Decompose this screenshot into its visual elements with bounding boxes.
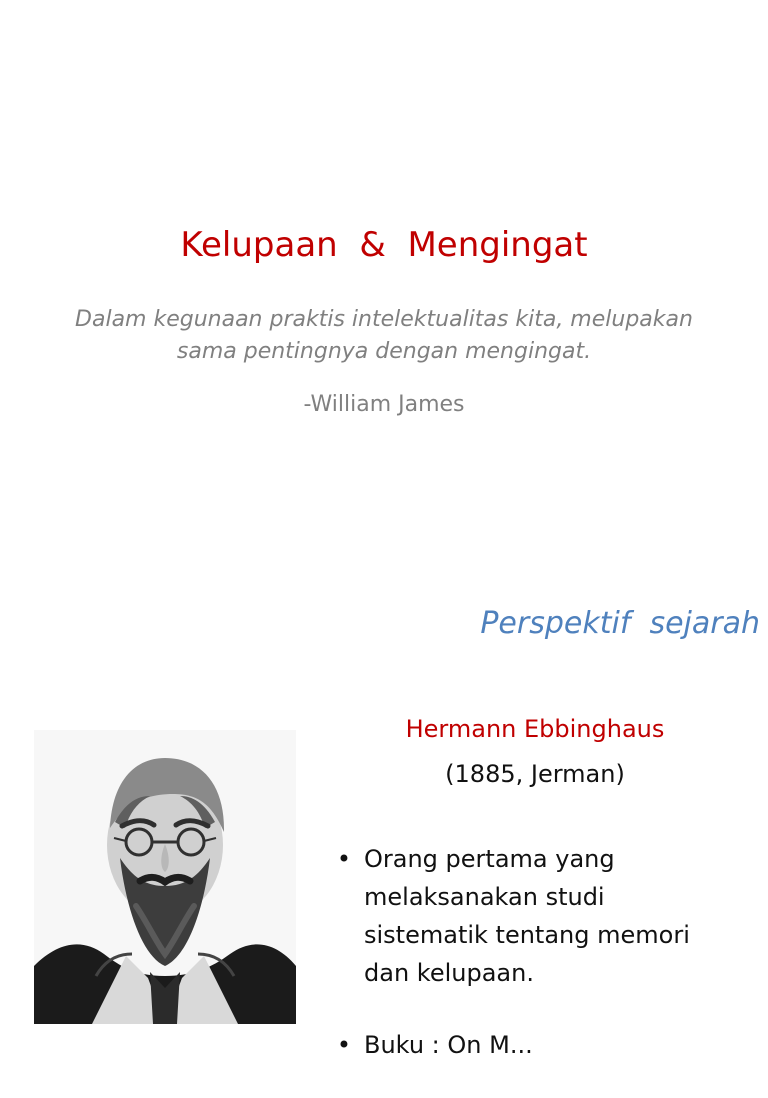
person-name: Hermann Ebbinghaus	[405, 715, 665, 743]
list-item	[334, 1026, 738, 1064]
slide-title: Kelupaan & Mengingat	[180, 225, 588, 265]
list-item	[334, 840, 738, 992]
bullet-icon: •	[336, 845, 352, 873]
quote-block	[40, 304, 728, 368]
quote-author: -William James	[303, 392, 465, 417]
bullet-list	[334, 840, 738, 1098]
bullet-icon: •	[336, 1031, 352, 1059]
bullet-line: Orang pertama yang	[364, 845, 615, 873]
quote-line: Dalam kegunaan praktis intelektualitas kita, melupakan	[75, 307, 693, 332]
quote-line: sama pentingnya dengan mengingat.	[176, 339, 592, 364]
bullet-line: Buku : On M...	[364, 1031, 533, 1059]
slide-2	[0, 560, 768, 1059]
person-meta: (1885, Jerman)	[445, 760, 625, 788]
bullet-line: sistematik tentang memori	[364, 921, 690, 949]
portrait-photo	[34, 730, 296, 1024]
bullet-line: dan kelupaan.	[364, 959, 534, 987]
section-title: Perspektif sejarah	[480, 606, 760, 641]
bullet-line: melaksanakan studi	[364, 883, 605, 911]
